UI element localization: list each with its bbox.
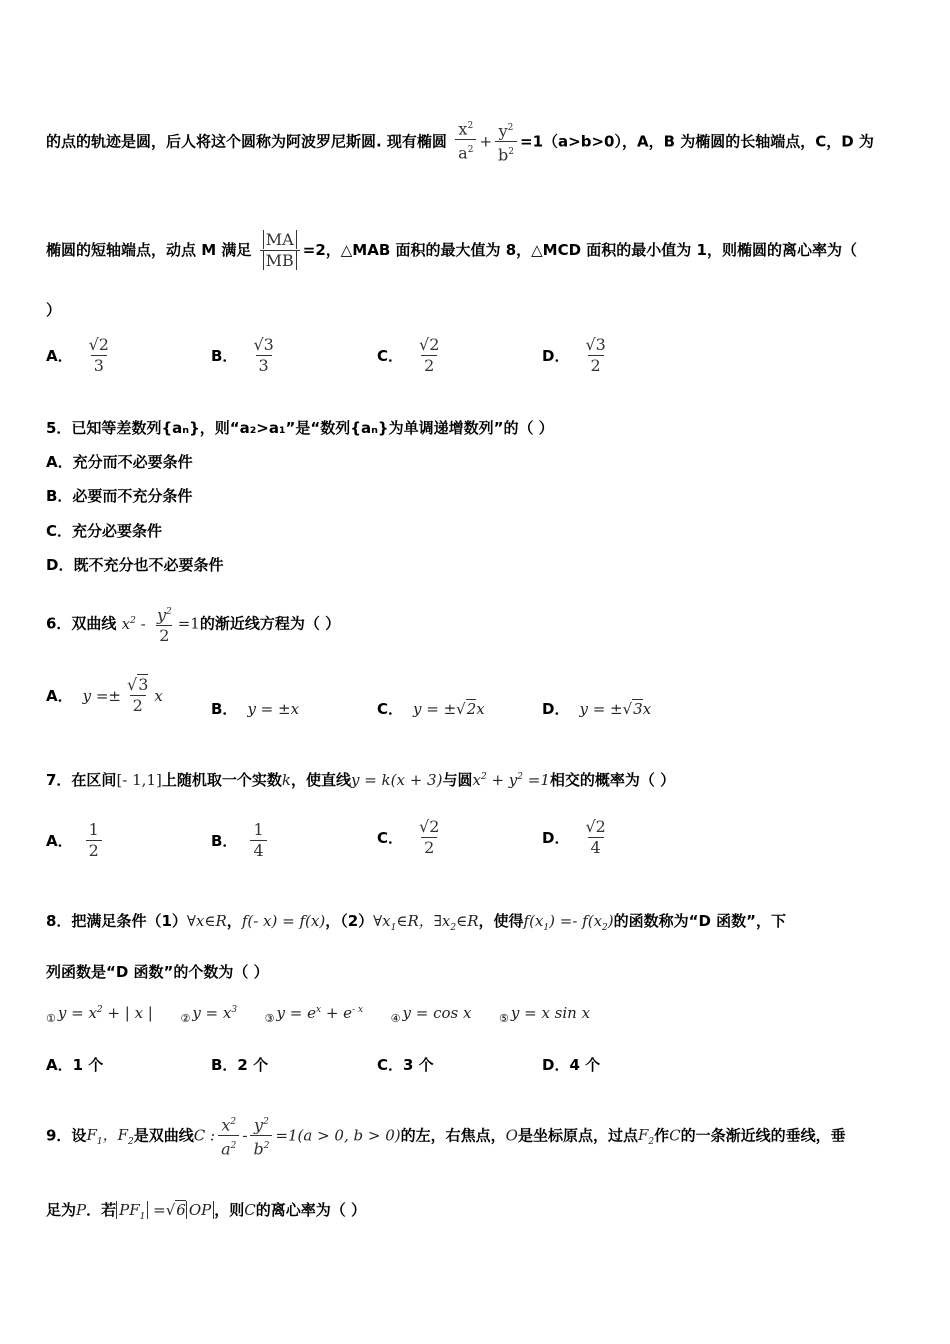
frac-num: √2 [419,335,440,354]
q4-line2-tail: =2，△MAB 面积的最大值为 8，△MCD 面积的最小值为 1，则椭圆的离心率为（ [302,241,857,259]
q4-line3-text: ） [46,301,62,319]
curve-c-ref: C [669,1126,681,1145]
option-frac [416,817,442,858]
option-label: B． [211,700,238,718]
q4-line2-text: 椭圆的短轴端点，动点 M 满足 [46,241,252,259]
q6-suffix: 的渐近线方程为（ ） [199,614,341,633]
q4-line1-tail: =1（a>b>0），A，B 为椭圆的长轴端点，C，D 为 [520,132,874,151]
q9-part-c: 的左，右焦点， [400,1126,506,1145]
option-label: B． [211,832,238,850]
hyperbola-cond: =1(a > 0, b > 0) [275,1126,401,1145]
frac-num: √2 [419,817,440,836]
cond1-eq: f(- x) = f(x) [241,912,326,930]
plus-sign: + [479,132,493,151]
q7-stem [46,767,675,790]
option-frac [582,335,608,376]
q7-part-b: 上随机取一个实数 [161,771,282,789]
interval: [- 1,1] [116,771,162,789]
q9-line2-c: ，则 [214,1201,245,1219]
q8-functions [46,1000,590,1029]
func-marker: ① [46,1012,56,1025]
q4-option-b[interactable] [211,335,280,376]
frac-den: 2 [421,837,437,858]
frac-num: 1 [88,820,99,839]
q9-part-a: 9．设 [46,1126,87,1145]
q5-option-c[interactable]: C．充分必要条件 [46,522,163,540]
frac-den: 4 [250,840,266,861]
option-frac [582,817,608,858]
option-frac: $\frac{√3}{2}$ [127,675,149,715]
func-marker: ⑤ [498,1012,509,1025]
option-label: D． [542,829,570,847]
foci: $F_1$，$F_2$ [86,1126,134,1148]
q4-option-a[interactable] [46,335,115,376]
hyperbola-x: $x^2$ - [121,614,146,633]
option-frac [86,820,102,861]
q9-part-e: 作 [654,1126,670,1145]
frac-den: 2 [86,840,102,861]
func-5: y = x sin x [510,1004,591,1022]
ellipse-y-term: $\frac{y^2}{b^2}$ [495,118,517,166]
func-marker: ④ [390,1012,401,1025]
option-label: D． [542,700,570,718]
q9-part-d: 是坐标原点，过点 [517,1126,638,1145]
q7-option-a[interactable] [46,820,105,861]
option-frac [86,335,112,376]
q7-part-c: ，使直线 [290,771,351,789]
option-frac [250,335,276,376]
q5-option-a[interactable]: A．充分而不必要条件 [46,453,193,471]
q6-option-d[interactable] [542,698,651,719]
func-1: $y = x^2$ + | x | [57,1004,153,1022]
frac-den: 4 [588,837,604,858]
func-3: $y = e^x + e^{- x}$ [276,1004,364,1022]
frac-den: 3 [256,355,272,376]
q9-part-b: 是双曲线 [133,1126,194,1145]
q9-line2-b: ．若 [86,1201,117,1219]
option-label: A． [46,347,73,365]
func-4: y = cos x [402,1004,472,1022]
q8-part-d: 的函数称为“D 函数”，下 [613,912,787,930]
equals-one: =1 [177,614,200,633]
q7-part-e: 相交的概率为（ ） [549,771,676,789]
q9-line2-d: 的离心率为（ ） [255,1201,366,1219]
q9-stem [46,1112,846,1160]
frac-num: √3 [253,335,274,354]
q4-line1-text: 的点的轨迹是圆，后人将这个圆称为阿波罗尼斯圆. 现有椭圆 [46,132,447,151]
option-frac [250,820,266,861]
q4-option-c[interactable] [377,335,445,376]
option-label: A． [46,832,73,850]
frac-num: √2 [88,335,109,354]
q4-line2 [46,230,857,271]
point-p: P [76,1201,87,1219]
q5-option-d[interactable]: D．既不充分也不必要条件 [46,556,224,574]
q8-option-d[interactable]: D．4 个 [542,1056,601,1074]
option-frac [416,335,442,376]
q8-option-c[interactable]: C．3 个 [377,1056,434,1074]
func-marker: ③ [264,1012,275,1025]
minus-sign: - [242,1126,248,1145]
q6-option-b[interactable] [211,698,299,719]
option-label: B． [211,347,238,365]
option-label: D． [542,347,570,365]
q6-stem [46,602,340,646]
q5-option-b[interactable]: B．必要而不充分条件 [46,487,193,505]
curve-c-ref2: C [244,1201,256,1219]
q8-option-b[interactable]: B．2 个 [211,1056,269,1074]
option-expr: y =± [82,686,121,705]
hyperbola-x-term: $\frac{x^2}{a^2}$ [218,1112,239,1160]
frac-den: 2 [588,355,604,376]
cond2-eq: $f(x_1) =- f(x_2)$ [523,912,614,933]
ma-mb-ratio: $\frac{MA}{MB}$ [260,230,300,271]
option-expr: y = ±√2x [413,699,485,718]
cond2-quant: $\forall x_1\in R$，$\exists x_2\in R$ [373,912,479,933]
q7-part-d: 与圆 [442,771,473,789]
q5-stem: 5．已知等差数列{aₙ}，则“a₂>a₁”是“数列{aₙ}为单调递增数列”的（ ） [46,419,554,437]
var-k: k [281,771,291,789]
point-f2: $F_2$ [637,1126,655,1148]
q9-part-f: 的一条渐近线的垂线，垂 [680,1126,846,1145]
q4-line1 [46,118,874,166]
frac-num: √3 [585,335,606,354]
option-expr: y = ±x [247,699,300,718]
q8-option-a[interactable]: A．1 个 [46,1056,104,1074]
q8-line2: 列函数是“D 函数”的个数为（ ） [46,963,269,981]
cond1-forall: ∀x∈R [186,912,227,930]
func-marker: ② [180,1012,191,1025]
hyperbola-y-term: $\frac{y^2}{2}$ [156,605,172,646]
circle-eq: $x^2 + y^2 =1$ [472,771,550,789]
frac-num: 1 [253,820,264,839]
q8-part-b: ，（2） [325,912,374,930]
q6-option-a[interactable] [46,675,163,716]
q4-option-d[interactable] [542,335,612,376]
ellipse-x-term: $\frac{x^2}{a^2}$ [455,116,476,164]
q7-option-b[interactable] [211,820,270,861]
q6-prefix: 6．双曲线 [46,614,117,633]
q9-line2-a: 足为 [46,1201,77,1219]
frac-den: 3 [91,355,107,376]
q7-part-a: 7．在区间 [46,771,117,789]
q8-part-c: ，使得 [478,912,524,930]
option-label: C． [377,347,404,365]
q6-option-c[interactable] [377,698,485,719]
func-2: $y = x^3$ [192,1004,238,1022]
curve-c: C : [193,1126,216,1145]
line-eq: y = k(x + 3) [350,771,443,789]
q9-line2 [46,1200,366,1227]
q7-option-c[interactable] [377,817,445,858]
q8-stem: 8．把满足条件（1）∀x∈R，f(- x) = f(x)，$(2)\forall x_1\in R$，$\exists x_2\in R$，使得$f(x_1) =- f(x_2)$的函数称为“D 函数”，下 [46,912,787,933]
option-label: C． [377,700,404,718]
option-label: C． [377,829,404,847]
origin-o: O [505,1126,518,1145]
option-var: x [154,686,163,705]
option-expr: y = ±√3x [579,699,652,718]
pf1-op-eq: $PF_1 =√6$ OP [116,1201,214,1219]
frac-num: √2 [585,817,606,836]
q8-part-a: 8．把满足条件（1） [46,912,187,930]
q7-option-d[interactable] [542,817,612,858]
hyperbola-y-term: $\frac{y^2}{b^2}$ [250,1112,272,1160]
frac-den: 2 [421,355,437,376]
q4-line3 [46,300,61,320]
option-label: A． [46,687,73,705]
